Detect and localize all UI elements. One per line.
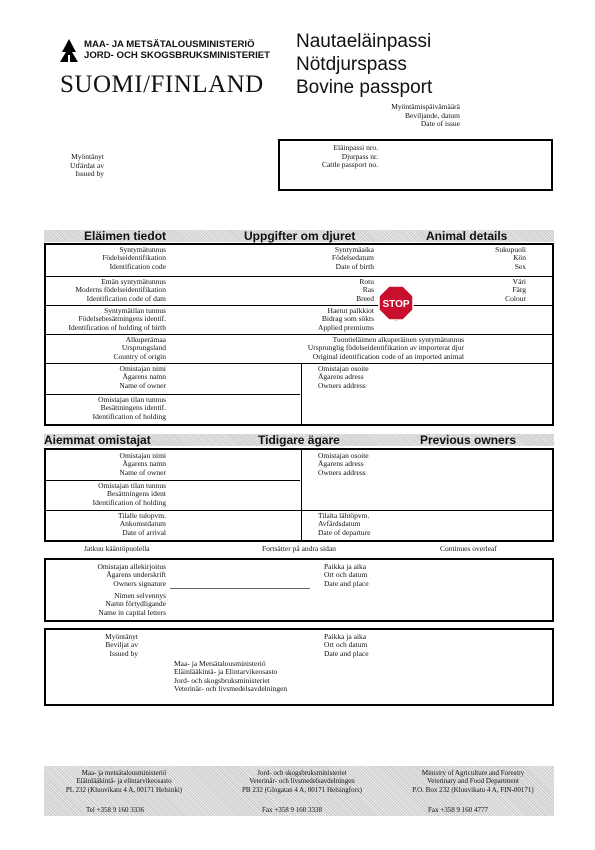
ministry-name-sv: JORD- OCH SKOGSBRUKSMINISTERIET bbox=[84, 50, 271, 61]
continues-en: Continues overleaf bbox=[440, 544, 497, 553]
svg-text:STOP: STOP bbox=[382, 299, 410, 310]
title-fi: Nautaeläinpassi bbox=[296, 31, 432, 52]
colour-label: Väri Färg Colour bbox=[505, 277, 526, 303]
sig-date-place-label: Paikka ja aika Ort och datum Date and place bbox=[324, 562, 369, 588]
ministry-name bbox=[84, 39, 270, 61]
title-en: Bovine passport bbox=[296, 77, 433, 98]
birth-date-label: Syntymäaika Födelsedatum Date of birth bbox=[331, 245, 374, 271]
prev-owner-name-label: Omistajan nimi Ägarens namn Name of owner bbox=[119, 451, 166, 477]
footer-fax1: Fax +358 9 160 3338 bbox=[262, 806, 322, 814]
ministry-name-fi: MAA- JA METSÄTALOUSMINISTERIÖ bbox=[84, 39, 255, 50]
owner-address-label: Omistajan osoite Ägarens adress Owners address bbox=[318, 364, 369, 390]
footer-en: Ministry of Agriculture and Forestry Veterinary and Food Department P.O. Box 232 (Kluuvikatu 4 A, FIN-00171) bbox=[412, 769, 534, 794]
prev-holding-label: Omistajan tilan tunnus Besättningens ident Identification of holding bbox=[92, 481, 166, 507]
name-capitals-label: Nimen selvennys Namn förtydligande Name in capital letters bbox=[98, 591, 166, 617]
owner-signature-label: Omistajan allekirjoitus Ägarens underskrift Owners signature bbox=[97, 562, 166, 588]
id-code-label: Syntymätunnus Födelseidentifikation Identification code bbox=[102, 245, 166, 271]
footer-sv: Jord- och skogsbruksministeriet Veterinär- och livsmedelsavdelningen PB 232 (Glogatan 4 A, 00171 Helsingfors) bbox=[242, 769, 362, 794]
issuer-organisation: Maa- ja Metsätalousministeriö Eläinlääkintä- ja Elintarvikeosasto Jord- och skogsbruksministeriet Veterinär- och livsmedelsavdelningen bbox=[174, 659, 288, 693]
document-title bbox=[296, 30, 432, 99]
animal-details-header: Eläimen tiedot Uppgifter om djuret Animal details bbox=[44, 230, 554, 242]
previous-owners-box bbox=[44, 448, 554, 542]
holding-of-birth-label: Syntymätilan tunnus Födelsebesättningens identif. Identification of holding of birth bbox=[68, 306, 166, 332]
country-title: SUOMI/FINLAND bbox=[60, 71, 264, 98]
title-sv: Nötdjurspass bbox=[296, 54, 407, 75]
issued-by-label: Myöntänyt Utfärdat av Issued by bbox=[70, 152, 104, 179]
sex-label: Sukupuoli Kön Sex bbox=[495, 245, 526, 271]
footer-fax2: Fax +358 9 160 4777 bbox=[428, 806, 488, 814]
arrival-date-label: Tilalle tulopvm. Ankomstdatum Date of arrival bbox=[117, 511, 166, 537]
owner-name-label: Omistajan nimi Ägarens namn Name of owner bbox=[119, 364, 166, 390]
continues-sv: Fortsätter på andra sidan bbox=[262, 544, 336, 553]
imported-id-label: Tuontieläimen alkuperäinen syntymätunnus Ursprunglig födelseidentifikation av importerat djur Original identification code of an imported animal bbox=[307, 335, 464, 361]
prev-owner-address-label: Omistajan osoite Ägarens adress Owners address bbox=[318, 451, 369, 477]
signature-box bbox=[44, 558, 554, 622]
issuer-label: Myöntänyt Beviljat av Issued by bbox=[105, 632, 138, 658]
issuer-date-place-label: Paikka ja aika Ort och datum Date and place bbox=[324, 632, 369, 658]
passport-number-box[interactable] bbox=[278, 139, 553, 191]
country-of-origin-label: Alkuperämaa Ursprungsland Country of origin bbox=[113, 335, 166, 361]
dam-id-label: Emän syntymätunnus Moderns födelseidentifikation Identification code of dam bbox=[75, 277, 166, 303]
previous-owners-header: Aiemmat omistajat Tidigare ägare Previous owners bbox=[44, 434, 554, 446]
departure-date-label: Tilalta lähtöpvm. Avfärdsdatum Date of departure bbox=[318, 511, 371, 537]
holding-label: Omistajan tilan tunnus Besättningens identif. Identification of holding bbox=[92, 395, 166, 421]
passport-number-label: Eläinpassi nro. Djurpass nr. Cattle passport no. bbox=[321, 143, 378, 170]
footer-tel: Tel +358 9 160 3336 bbox=[86, 806, 145, 814]
animal-details-box bbox=[44, 243, 554, 426]
applied-premiums-label: Haetut palkkiot Bidrag som sökts Applied premiums bbox=[317, 306, 374, 332]
date-of-issue-label: Myöntämispäivämäärä Beviljande, datum Date of issue bbox=[391, 102, 460, 128]
ministry-logo-icon bbox=[58, 38, 80, 64]
issuer-box bbox=[44, 628, 554, 706]
stop-sign-icon bbox=[378, 285, 414, 321]
breed-label: Rotu Ras Breed bbox=[356, 277, 374, 303]
continues-fi: Jatkuu kääntöpuolella bbox=[84, 544, 150, 553]
footer-fi: Maa- ja metsätalousministeriö Eläinlääkintä- ja elintarvikeosasto PL 232 (Kluuvikatu 4 A, 00171 Helsinki) bbox=[65, 769, 183, 794]
